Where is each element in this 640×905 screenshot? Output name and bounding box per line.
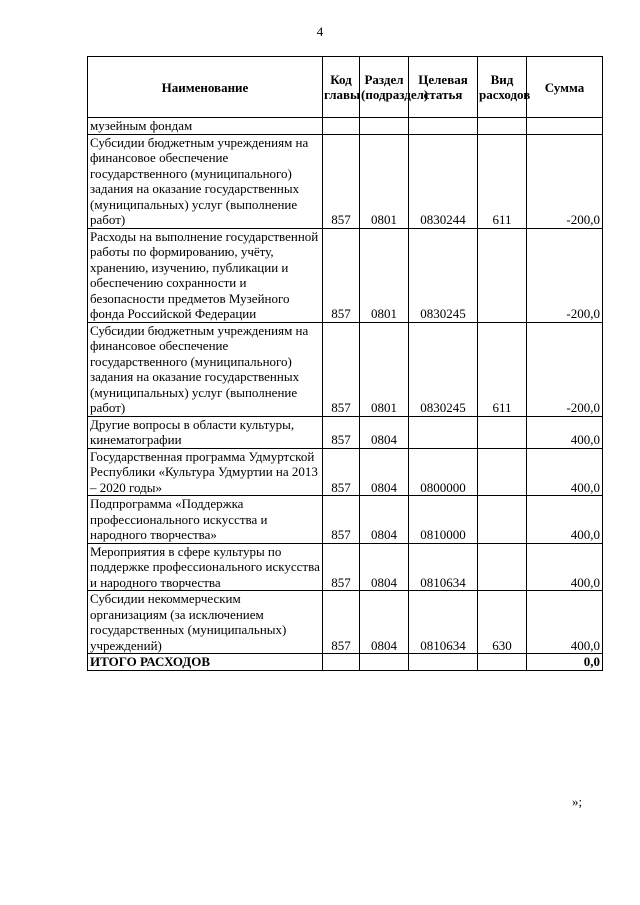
table-row [88,416,603,448]
header-row [88,57,603,118]
cell-sum: 400,0 [527,591,603,654]
table-row [88,134,603,228]
cell-empty [360,654,409,671]
cell-code: 857 [323,416,360,448]
cell-sum: 400,0 [527,416,603,448]
header-name: Наименование [88,57,323,118]
cell-section: 0804 [360,591,409,654]
cell-target: 0810634 [409,591,478,654]
table-row [88,496,603,544]
cell-name: музейным фондам [88,118,323,135]
cell-type [478,448,527,496]
cell-type [478,416,527,448]
cell-code: 857 [323,134,360,228]
cell-code [323,118,360,135]
cell-name: Субсидии некоммерческим организациям (за исключением государственных (муниципальных) учреждений) [88,591,323,654]
cell-name: Субсидии бюджетным учреждениям на финансовое обеспечение государственного (муниципального) задания на оказание государственных (муниципальных) услуг (выполнение работ) [88,322,323,416]
cell-section: 0804 [360,543,409,591]
cell-type: 611 [478,134,527,228]
cell-sum: 400,0 [527,496,603,544]
table-row [88,448,603,496]
cell-empty [478,654,527,671]
cell-sum: -200,0 [527,322,603,416]
cell-name: Расходы на выполнение государственной работы по формированию, учёту, хранению, изучению, публикации и обеспечению сохранности и безопасности предметов Музейного фонда Российской Федерации [88,228,323,322]
page-number: 4 [316,24,324,39]
cell-name: Государственная программа Удмуртской Республики «Культура Удмуртии на 2013 – 2020 годы» [88,448,323,496]
header-sum: Сумма [527,57,603,118]
cell-target: 0800000 [409,448,478,496]
table-row [88,591,603,654]
cell-sum: -200,0 [527,134,603,228]
cell-section: 0804 [360,448,409,496]
header-section: Раздел (подраздел) [360,57,409,118]
cell-empty [323,654,360,671]
cell-name: Подпрограмма «Поддержка профессионального искусства и народного творчества» [88,496,323,544]
cell-code: 857 [323,543,360,591]
cell-name: Субсидии бюджетным учреждениям на финансовое обеспечение государственного (муниципального) задания на оказание государственных (муниципальных) услуг (выполнение работ) [88,134,323,228]
cell-target: 0810000 [409,496,478,544]
cell-sum [527,118,603,135]
cell-type [478,228,527,322]
cell-type [478,543,527,591]
cell-empty [409,654,478,671]
cell-type [478,118,527,135]
table-row [88,228,603,322]
cell-target [409,118,478,135]
cell-type [478,496,527,544]
cell-sum: -200,0 [527,228,603,322]
cell-section: 0804 [360,416,409,448]
cell-section: 0801 [360,322,409,416]
total-label: ИТОГО РАСХОДОВ [88,654,323,671]
cell-type: 630 [478,591,527,654]
cell-code: 857 [323,591,360,654]
cell-sum: 400,0 [527,448,603,496]
header-code: Код главы [323,57,360,118]
cell-type: 611 [478,322,527,416]
cell-target: 0830244 [409,134,478,228]
cell-code: 857 [323,448,360,496]
table-row [88,118,603,135]
cell-code: 857 [323,228,360,322]
table-row [88,322,603,416]
cell-section: 0801 [360,134,409,228]
total-row [88,654,603,671]
cell-sum: 400,0 [527,543,603,591]
closing-quote: »; [572,794,583,809]
header-target: Целевая статья [409,57,478,118]
cell-name: Мероприятия в сфере культуры по поддержке профессионального искусства и народного творчества [88,543,323,591]
budget-table [87,56,603,671]
cell-code: 857 [323,496,360,544]
cell-target: 0830245 [409,228,478,322]
cell-section [360,118,409,135]
cell-target: 0810634 [409,543,478,591]
header-type: Вид расходов [478,57,527,118]
cell-name: Другие вопросы в области культуры, кинематографии [88,416,323,448]
cell-section: 0804 [360,496,409,544]
cell-target: 0830245 [409,322,478,416]
table-row [88,543,603,591]
cell-code: 857 [323,322,360,416]
cell-target [409,416,478,448]
total-sum: 0,0 [527,654,603,671]
cell-section: 0801 [360,228,409,322]
